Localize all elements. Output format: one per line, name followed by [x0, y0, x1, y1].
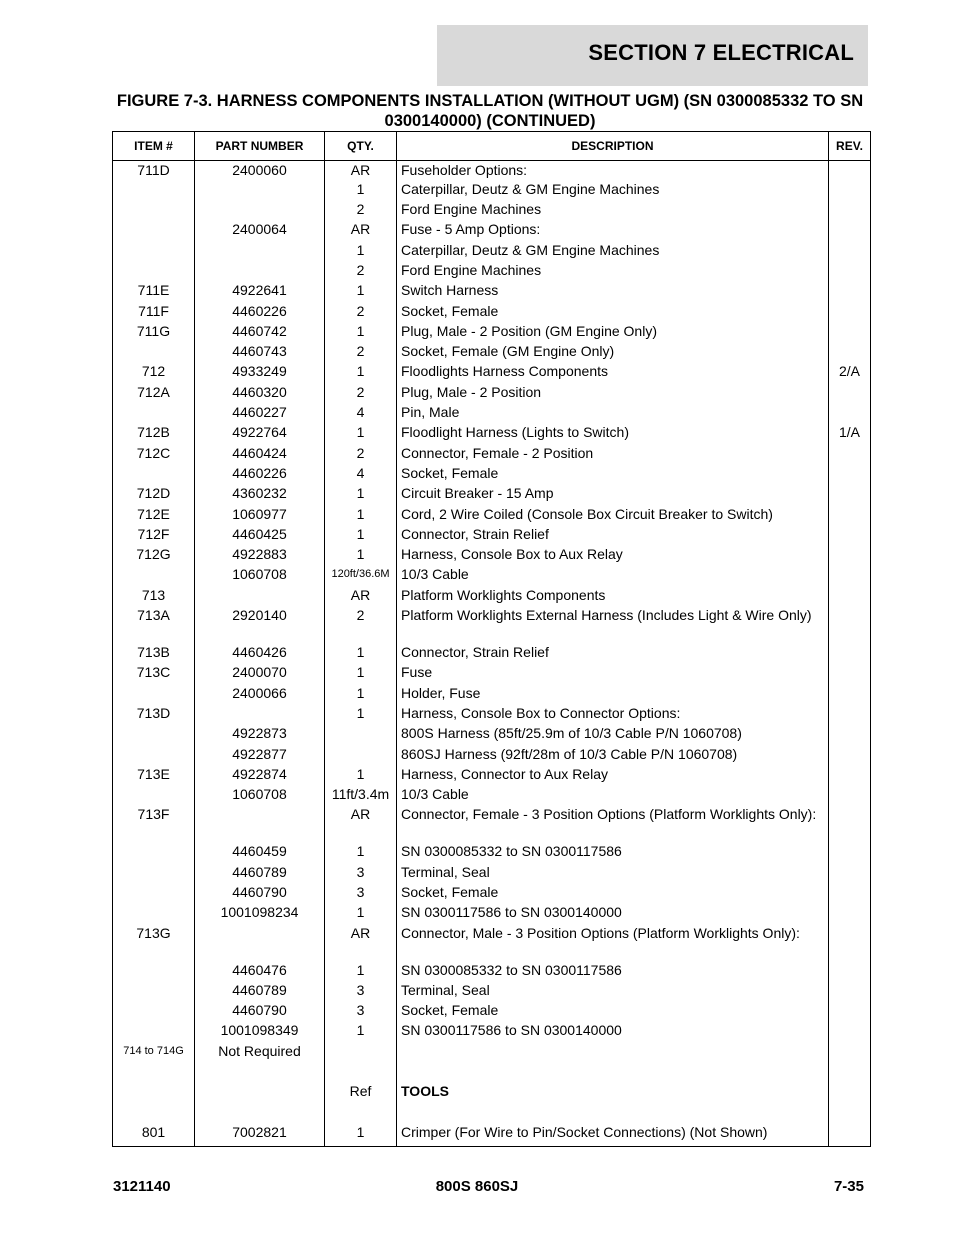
- rev-cell: 2/A: [829, 363, 871, 383]
- item-number-cell: [113, 1022, 195, 1042]
- description-cell: Platform Worklights Components: [397, 587, 829, 607]
- part-number-cell: [195, 181, 325, 201]
- description-cell: Caterpillar, Deutz & GM Engine Machines: [397, 181, 829, 201]
- part-number-cell: 4460743: [195, 343, 325, 363]
- rev-cell: [829, 1022, 871, 1042]
- qty-cell: [325, 1043, 397, 1063]
- footer-doc-number: 3121140: [113, 1178, 171, 1195]
- description-cell: Platform Worklights External Harness (Includes Light & Wire Only): [397, 607, 829, 644]
- part-number-cell: 4922877: [195, 746, 325, 766]
- part-number-cell: 2400060: [195, 161, 325, 181]
- column-header-item: ITEM #: [113, 132, 195, 161]
- item-number-cell: [113, 786, 195, 806]
- part-number-cell: 4933249: [195, 363, 325, 383]
- qty-cell: 1: [325, 962, 397, 982]
- description-cell: [397, 1043, 829, 1063]
- description-cell: Holder, Fuse: [397, 685, 829, 705]
- item-number-cell: [113, 864, 195, 884]
- part-number-cell: [195, 806, 325, 843]
- table-row: [113, 843, 871, 863]
- rev-cell: [829, 664, 871, 684]
- table-row: [113, 725, 871, 745]
- item-number-cell: 712D: [113, 485, 195, 505]
- table-row: [113, 242, 871, 262]
- item-number-cell: [113, 884, 195, 904]
- item-number-cell: [113, 904, 195, 924]
- rev-cell: [829, 1124, 871, 1147]
- part-number-cell: [195, 705, 325, 725]
- part-number-cell: 4922883: [195, 546, 325, 566]
- item-number-cell: [113, 725, 195, 745]
- part-number-cell: 4460226: [195, 303, 325, 323]
- item-number-cell: 713D: [113, 705, 195, 725]
- description-cell: Socket, Female (GM Engine Only): [397, 343, 829, 363]
- qty-cell: 4: [325, 404, 397, 424]
- table-row: [113, 161, 871, 181]
- description-cell: Harness, Connector to Aux Relay: [397, 766, 829, 786]
- part-number-cell: 2400066: [195, 685, 325, 705]
- part-number-cell: 2920140: [195, 607, 325, 644]
- part-number-cell: 7002821: [195, 1124, 325, 1147]
- description-cell: SN 0300085332 to SN 0300117586: [397, 843, 829, 863]
- table-row: [113, 181, 871, 201]
- table-row: [113, 221, 871, 241]
- part-number-cell: [195, 587, 325, 607]
- table-row: [113, 962, 871, 982]
- qty-cell: 1: [325, 424, 397, 444]
- table-row: [113, 445, 871, 465]
- table-row: [113, 766, 871, 786]
- part-number-cell: 1060977: [195, 506, 325, 526]
- part-number-cell: 4460790: [195, 1002, 325, 1022]
- table-row: [113, 1002, 871, 1022]
- item-number-cell: 711F: [113, 303, 195, 323]
- table-row: [113, 282, 871, 302]
- description-cell: SN 0300085332 to SN 0300117586: [397, 962, 829, 982]
- qty-cell: AR: [325, 925, 397, 962]
- table-row: [113, 566, 871, 586]
- qty-cell: 1: [325, 363, 397, 383]
- rev-cell: [829, 465, 871, 485]
- item-number-cell: 713A: [113, 607, 195, 644]
- table-row: [113, 1083, 871, 1103]
- part-number-cell: [195, 1083, 325, 1103]
- item-number-cell: 713F: [113, 806, 195, 843]
- description-cell: Harness, Console Box to Connector Options:: [397, 705, 829, 725]
- table-row: [113, 201, 871, 221]
- item-number-cell: 713C: [113, 664, 195, 684]
- item-number-cell: 712B: [113, 424, 195, 444]
- table-row: [113, 664, 871, 684]
- rev-cell: [829, 566, 871, 586]
- item-number-cell: 711G: [113, 323, 195, 343]
- column-header-part-number: PART NUMBER: [195, 132, 325, 161]
- column-header-qty: QTY.: [325, 132, 397, 161]
- table-row: [113, 526, 871, 546]
- column-header-description: DESCRIPTION: [397, 132, 829, 161]
- qty-cell: 120ft/36.6M: [325, 566, 397, 586]
- qty-cell: 2: [325, 303, 397, 323]
- qty-cell: [325, 1104, 397, 1124]
- rev-cell: [829, 587, 871, 607]
- rev-cell: [829, 221, 871, 241]
- description-cell: 860SJ Harness (92ft/28m of 10/3 Cable P/N 1060708): [397, 746, 829, 766]
- part-number-cell: 4460227: [195, 404, 325, 424]
- table-row: [113, 363, 871, 383]
- description-cell: Socket, Female: [397, 884, 829, 904]
- part-number-cell: 4460742: [195, 323, 325, 343]
- table-row: [113, 404, 871, 424]
- part-number-cell: [195, 1104, 325, 1124]
- table-row: [113, 1022, 871, 1042]
- qty-cell: 1: [325, 843, 397, 863]
- rev-cell: [829, 843, 871, 863]
- column-header-rev: REV.: [829, 132, 871, 161]
- item-number-cell: [113, 1002, 195, 1022]
- part-number-cell: 4460226: [195, 465, 325, 485]
- rev-cell: [829, 161, 871, 181]
- item-number-cell: 712C: [113, 445, 195, 465]
- description-cell: TOOLS: [397, 1083, 829, 1103]
- item-number-cell: [113, 685, 195, 705]
- rev-cell: [829, 1104, 871, 1124]
- part-number-cell: 4460789: [195, 982, 325, 1002]
- item-number-cell: [113, 1063, 195, 1083]
- table-row: [113, 806, 871, 843]
- item-number-cell: 713G: [113, 925, 195, 962]
- table-row: [113, 1104, 871, 1124]
- qty-cell: Ref: [325, 1083, 397, 1103]
- item-number-cell: [113, 465, 195, 485]
- qty-cell: AR: [325, 161, 397, 181]
- table-row: [113, 1063, 871, 1083]
- part-number-cell: 4460424: [195, 445, 325, 465]
- rev-cell: [829, 904, 871, 924]
- item-number-cell: 712E: [113, 506, 195, 526]
- description-cell: Fuse - 5 Amp Options:: [397, 221, 829, 241]
- qty-cell: 1: [325, 526, 397, 546]
- item-number-cell: [113, 221, 195, 241]
- qty-cell: 4: [325, 465, 397, 485]
- qty-cell: 1: [325, 242, 397, 262]
- rev-cell: [829, 962, 871, 982]
- item-number-cell: [113, 404, 195, 424]
- rev-cell: [829, 282, 871, 302]
- section-title: SECTION 7 ELECTRICAL: [588, 40, 854, 65]
- table-row: [113, 705, 871, 725]
- table-row: [113, 546, 871, 566]
- description-cell: Socket, Female: [397, 465, 829, 485]
- description-cell: Connector, Female - 3 Position Options (Platform Worklights Only):: [397, 806, 829, 843]
- description-cell: Caterpillar, Deutz & GM Engine Machines: [397, 242, 829, 262]
- item-number-cell: [113, 343, 195, 363]
- qty-cell: 1: [325, 181, 397, 201]
- footer-page-number: 7-35: [833, 1178, 864, 1195]
- item-number-cell: [113, 242, 195, 262]
- qty-cell: 1: [325, 485, 397, 505]
- part-number-cell: 1060708: [195, 566, 325, 586]
- rev-cell: [829, 884, 871, 904]
- item-number-cell: [113, 201, 195, 221]
- description-cell: Harness, Console Box to Aux Relay: [397, 546, 829, 566]
- description-cell: 10/3 Cable: [397, 786, 829, 806]
- table-row: [113, 786, 871, 806]
- description-cell: 800S Harness (85ft/25.9m of 10/3 Cable P/N 1060708): [397, 725, 829, 745]
- rev-cell: [829, 445, 871, 465]
- qty-cell: 1: [325, 1022, 397, 1042]
- table-row: [113, 1043, 871, 1063]
- qty-cell: AR: [325, 587, 397, 607]
- description-cell: Floodlights Harness Components: [397, 363, 829, 383]
- description-cell: Crimper (For Wire to Pin/Socket Connections) (Not Shown): [397, 1124, 829, 1147]
- part-number-cell: 4922873: [195, 725, 325, 745]
- item-number-cell: [113, 566, 195, 586]
- item-number-cell: [113, 746, 195, 766]
- part-number-cell: [195, 1063, 325, 1083]
- part-number-cell: 2400070: [195, 664, 325, 684]
- rev-cell: [829, 506, 871, 526]
- table-row: [113, 982, 871, 1002]
- part-number-cell: 4460790: [195, 884, 325, 904]
- item-number-cell: 712F: [113, 526, 195, 546]
- description-cell: Pin, Male: [397, 404, 829, 424]
- table-row: [113, 607, 871, 644]
- description-cell: Fuse: [397, 664, 829, 684]
- qty-cell: [325, 1063, 397, 1083]
- table-row: [113, 424, 871, 444]
- part-number-cell: Not Required: [195, 1043, 325, 1063]
- description-cell: Plug, Male - 2 Position (GM Engine Only): [397, 323, 829, 343]
- rev-cell: [829, 343, 871, 363]
- rev-cell: 1/A: [829, 424, 871, 444]
- item-number-cell: [113, 962, 195, 982]
- table-row: [113, 485, 871, 505]
- qty-cell: 3: [325, 884, 397, 904]
- qty-cell: 1: [325, 506, 397, 526]
- rev-cell: [829, 181, 871, 201]
- description-cell: Ford Engine Machines: [397, 201, 829, 221]
- table-row: [113, 1124, 871, 1147]
- item-number-cell: 712A: [113, 384, 195, 404]
- qty-cell: 1: [325, 664, 397, 684]
- part-number-cell: 4460425: [195, 526, 325, 546]
- rev-cell: [829, 1043, 871, 1063]
- item-number-cell: [113, 1083, 195, 1103]
- description-cell: Socket, Female: [397, 1002, 829, 1022]
- rev-cell: [829, 766, 871, 786]
- qty-cell: 1: [325, 323, 397, 343]
- item-number-cell: 713: [113, 587, 195, 607]
- part-number-cell: 1001098234: [195, 904, 325, 924]
- table-row: [113, 465, 871, 485]
- qty-cell: 1: [325, 546, 397, 566]
- rev-cell: [829, 746, 871, 766]
- qty-cell: [325, 746, 397, 766]
- rev-cell: [829, 303, 871, 323]
- rev-cell: [829, 925, 871, 962]
- table-row: [113, 384, 871, 404]
- table-header-row: [113, 132, 871, 161]
- description-cell: Ford Engine Machines: [397, 262, 829, 282]
- description-cell: SN 0300117586 to SN 0300140000: [397, 904, 829, 924]
- table-row: [113, 746, 871, 766]
- description-cell: 10/3 Cable: [397, 566, 829, 586]
- qty-cell: 2: [325, 262, 397, 282]
- rev-cell: [829, 725, 871, 745]
- description-cell: [397, 1063, 829, 1083]
- rev-cell: [829, 242, 871, 262]
- item-number-cell: [113, 982, 195, 1002]
- item-number-cell: 713E: [113, 766, 195, 786]
- description-cell: Terminal, Seal: [397, 864, 829, 884]
- qty-cell: 1: [325, 282, 397, 302]
- table-row: [113, 506, 871, 526]
- table-row: [113, 262, 871, 282]
- part-number-cell: 4360232: [195, 485, 325, 505]
- part-number-cell: 4460320: [195, 384, 325, 404]
- part-number-cell: 1060708: [195, 786, 325, 806]
- rev-cell: [829, 546, 871, 566]
- table-row: [113, 884, 871, 904]
- table-row: [113, 685, 871, 705]
- part-number-cell: 4460789: [195, 864, 325, 884]
- description-cell: Connector, Strain Relief: [397, 526, 829, 546]
- rev-cell: [829, 685, 871, 705]
- parts-table: [112, 131, 871, 1147]
- rev-cell: [829, 1063, 871, 1083]
- qty-cell: 1: [325, 904, 397, 924]
- rev-cell: [829, 786, 871, 806]
- description-cell: Floodlight Harness (Lights to Switch): [397, 424, 829, 444]
- item-number-cell: [113, 262, 195, 282]
- part-number-cell: 4922874: [195, 766, 325, 786]
- qty-cell: 1: [325, 685, 397, 705]
- qty-cell: AR: [325, 806, 397, 843]
- part-number-cell: [195, 201, 325, 221]
- description-cell: Connector, Male - 3 Position Options (Platform Worklights Only):: [397, 925, 829, 962]
- rev-cell: [829, 323, 871, 343]
- rev-cell: [829, 384, 871, 404]
- qty-cell: 2: [325, 201, 397, 221]
- item-number-cell: 711D: [113, 161, 195, 181]
- description-cell: Socket, Female: [397, 303, 829, 323]
- qty-cell: 1: [325, 644, 397, 664]
- part-number-cell: 2400064: [195, 221, 325, 241]
- rev-cell: [829, 485, 871, 505]
- qty-cell: 3: [325, 864, 397, 884]
- item-number-cell: [113, 843, 195, 863]
- section-banner: [437, 25, 868, 86]
- table-row: [113, 343, 871, 363]
- description-cell: Plug, Male - 2 Position: [397, 384, 829, 404]
- description-cell: [397, 1104, 829, 1124]
- item-number-cell: 712G: [113, 546, 195, 566]
- table-row: [113, 303, 871, 323]
- item-number-cell: 713B: [113, 644, 195, 664]
- part-number-cell: 4460459: [195, 843, 325, 863]
- item-number-cell: 711E: [113, 282, 195, 302]
- qty-cell: 1: [325, 766, 397, 786]
- table-row: [113, 904, 871, 924]
- qty-cell: 2: [325, 343, 397, 363]
- rev-cell: [829, 607, 871, 644]
- description-cell: Cord, 2 Wire Coiled (Console Box Circuit Breaker to Switch): [397, 506, 829, 526]
- description-cell: Fuseholder Options:: [397, 161, 829, 181]
- qty-cell: 2: [325, 384, 397, 404]
- qty-cell: 1: [325, 705, 397, 725]
- description-cell: Circuit Breaker - 15 Amp: [397, 485, 829, 505]
- table-row: [113, 644, 871, 664]
- part-number-cell: 4460426: [195, 644, 325, 664]
- item-number-cell: 801: [113, 1124, 195, 1147]
- parts-table-body: [113, 161, 871, 1147]
- rev-cell: [829, 1002, 871, 1022]
- description-cell: Switch Harness: [397, 282, 829, 302]
- table-row: [113, 587, 871, 607]
- rev-cell: [829, 705, 871, 725]
- description-cell: SN 0300117586 to SN 0300140000: [397, 1022, 829, 1042]
- qty-cell: 1: [325, 1124, 397, 1147]
- rev-cell: [829, 201, 871, 221]
- rev-cell: [829, 262, 871, 282]
- description-cell: Connector, Female - 2 Position: [397, 445, 829, 465]
- item-number-cell: [113, 181, 195, 201]
- figure-title: FIGURE 7-3. HARNESS COMPONENTS INSTALLATION (WITHOUT UGM) (SN 0300085332 TO SN 0300140000) (CONTINUED): [116, 92, 864, 130]
- rev-cell: [829, 806, 871, 843]
- rev-cell: [829, 982, 871, 1002]
- table-row: [113, 864, 871, 884]
- description-cell: Terminal, Seal: [397, 982, 829, 1002]
- item-number-cell: [113, 1104, 195, 1124]
- qty-cell: 11ft/3.4m: [325, 786, 397, 806]
- footer-model: 800S 860SJ: [435, 1178, 519, 1195]
- part-number-cell: 4922764: [195, 424, 325, 444]
- rev-cell: [829, 526, 871, 546]
- part-number-cell: 4460476: [195, 962, 325, 982]
- description-cell: Connector, Strain Relief: [397, 644, 829, 664]
- part-number-cell: 4922641: [195, 282, 325, 302]
- item-number-cell: 712: [113, 363, 195, 383]
- rev-cell: [829, 644, 871, 664]
- part-number-cell: [195, 262, 325, 282]
- part-number-cell: [195, 925, 325, 962]
- part-number-cell: 1001098349: [195, 1022, 325, 1042]
- qty-cell: 3: [325, 982, 397, 1002]
- rev-cell: [829, 404, 871, 424]
- table-row: [113, 925, 871, 962]
- part-number-cell: [195, 242, 325, 262]
- rev-cell: [829, 1083, 871, 1103]
- qty-cell: 2: [325, 445, 397, 465]
- table-row: [113, 323, 871, 343]
- item-number-cell: 714 to 714G: [113, 1043, 195, 1063]
- qty-cell: AR: [325, 221, 397, 241]
- qty-cell: 3: [325, 1002, 397, 1022]
- qty-cell: [325, 725, 397, 745]
- rev-cell: [829, 864, 871, 884]
- qty-cell: 2: [325, 607, 397, 644]
